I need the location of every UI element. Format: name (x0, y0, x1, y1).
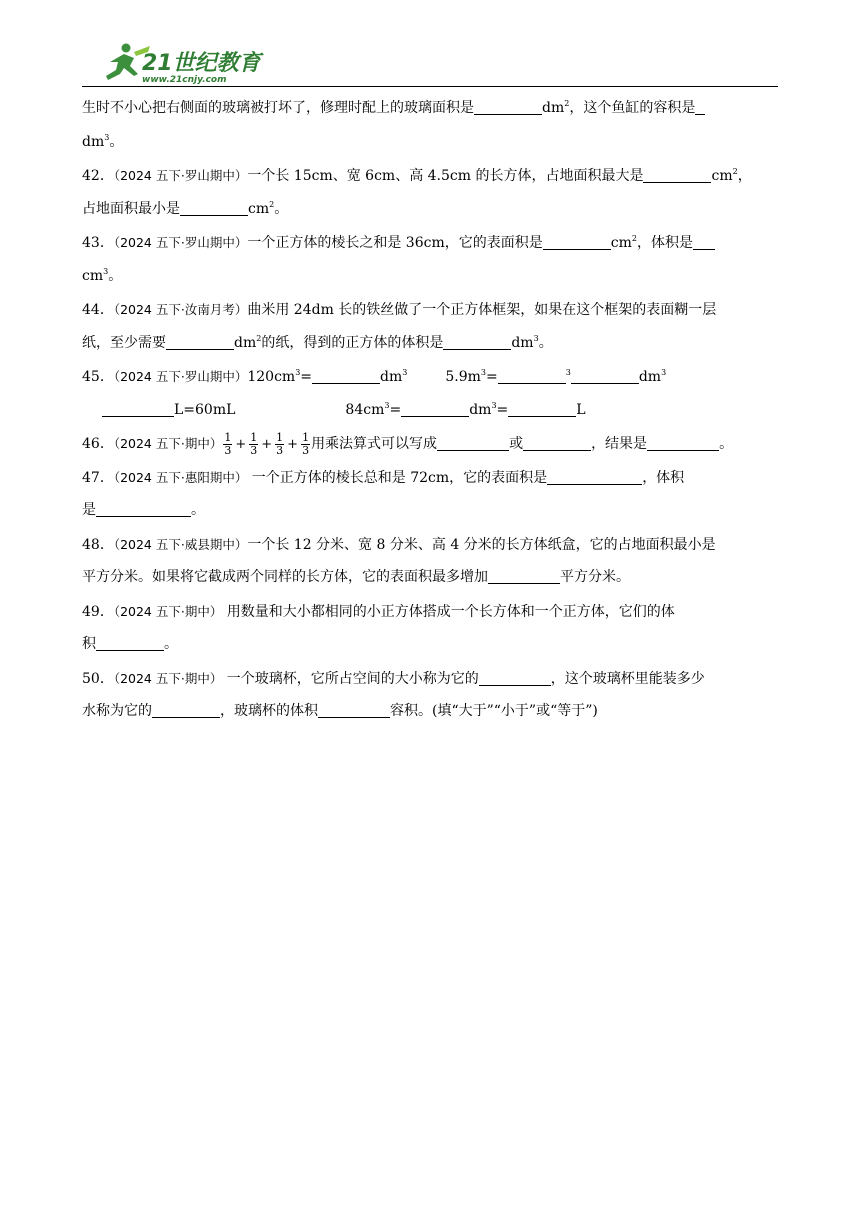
answer-blank[interactable] (523, 434, 591, 451)
text: 。 (164, 636, 178, 652)
question-text: 水称为它的 (82, 703, 152, 719)
question-source: （2024 五下·惠阳期中） (113, 469, 248, 485)
question-number: 42． (82, 168, 114, 184)
answer-blank[interactable] (312, 367, 380, 384)
unit: cm (711, 168, 733, 184)
text: = (389, 401, 402, 418)
unit: dm (82, 133, 105, 150)
q43-line-1 (82, 226, 782, 260)
superscript: 3 (533, 333, 539, 343)
fraction: $\frac{1}{3}$ (302, 430, 310, 457)
superscript: 3 (402, 368, 408, 377)
text: 84cm (345, 401, 385, 418)
text: = (486, 369, 498, 385)
answer-blank[interactable] (180, 199, 248, 216)
q41-line-2 (82, 126, 782, 160)
answer-blank[interactable] (443, 333, 511, 350)
q48-line-2 (82, 561, 782, 595)
superscript: 2 (256, 333, 262, 343)
answer-blank[interactable] (508, 400, 576, 417)
answer-blank[interactable] (474, 98, 542, 115)
q42-line-1 (82, 159, 782, 193)
question-text: 曲米用 24dm 长的铁丝做了一个正方体框架，如果在这个框架的表面糊一层 (247, 302, 717, 318)
superscript: 3 (661, 368, 667, 377)
unit: dm (469, 401, 492, 418)
question-text: 占地面积最小是 (82, 200, 180, 217)
superscript: 3 (103, 266, 109, 276)
question-text: 容积。(填“大于”“小于”或“等于”) (390, 703, 598, 719)
question-source: （2024 五下·汝南月考） (113, 302, 248, 317)
question-source: （2024 五下·期中） (113, 670, 223, 686)
answer-blank[interactable] (488, 567, 560, 584)
question-text: 一个长 12 分米、宽 8 分米、高 4 分米的长方体纸盒，它的占地面积最小是 (247, 536, 716, 553)
unit: L (576, 401, 586, 418)
question-text: 用数量和大小都相同的小正方体搭成一个长方体和一个正方体，它们的体 (222, 603, 675, 620)
unit: dm (638, 369, 662, 385)
text: 积 (82, 636, 96, 652)
question-list (82, 92, 782, 729)
answer-blank[interactable] (547, 468, 642, 485)
answer-blank[interactable] (647, 434, 719, 451)
q47-line-1 (82, 461, 782, 495)
q42-line-2 (82, 193, 782, 227)
question-text: 一个玻璃杯，它所占空间的大小称为它的 (222, 670, 479, 687)
text: 。 (191, 502, 205, 518)
text: = (496, 401, 509, 418)
question-number: 49． (82, 603, 114, 620)
question-text: 一个正方体的棱长之和是 36cm，它的表面积是 (247, 235, 543, 251)
q49-line-2 (82, 628, 782, 662)
fraction: $\frac{1}{3}$ (224, 430, 232, 457)
q41-line-1 (82, 92, 782, 126)
question-number: 48． (82, 536, 114, 553)
text: 是 (82, 502, 96, 518)
question-text: 平方分米。如果将它截成两个同样的长方体，它的表面积最多增加 (82, 569, 488, 585)
answer-blank[interactable] (643, 166, 711, 183)
text: = (300, 369, 313, 385)
q47-line-2 (82, 494, 782, 528)
q44-line-2 (82, 327, 782, 361)
superscript: 2 (631, 234, 637, 243)
unit: cm (82, 267, 104, 284)
answer-blank[interactable] (166, 333, 234, 350)
text: 。 (538, 334, 553, 351)
question-text: 纸，至少需要 (82, 334, 166, 351)
text: 。 (108, 267, 123, 284)
unit: cm (610, 235, 632, 251)
answer-blank[interactable] (479, 669, 551, 686)
fraction: $\frac{1}{3}$ (276, 430, 284, 457)
question-text: ，玻璃杯的体积 (220, 703, 318, 719)
superscript: 3 (104, 132, 110, 142)
question-text: 用乘法算式可以写成 (311, 436, 438, 452)
text: L=60mL (174, 401, 236, 418)
question-text: 一个正方体的棱长总和是 72cm，它的表面积是 (247, 469, 548, 486)
superscript: 2 (732, 167, 738, 176)
superscript: 2 (564, 99, 570, 108)
question-source: （2024 五下·罗山期中） (113, 168, 248, 183)
text: ， (737, 168, 752, 184)
plus-sign: + (287, 437, 299, 452)
q48-line-1 (82, 528, 782, 562)
question-source: （2024 五下·罗山期中） (113, 369, 248, 384)
text: 生时不小心把右侧面的玻璃被打坏了，修理时配上的玻璃面积是 (82, 100, 474, 116)
unit: cm (248, 200, 270, 217)
superscript: 3 (565, 368, 571, 377)
svg-text:www.21cnjy.com: www.21cnjy.com (142, 75, 227, 84)
question-number: 50． (82, 670, 114, 687)
question-text: 的纸，得到的正方体的体积是 (261, 334, 444, 351)
superscript: 2 (269, 199, 275, 209)
plus-sign: + (235, 437, 247, 452)
21cnjy-logo (90, 40, 270, 84)
question-source: （2024 五下·期中） (113, 436, 223, 451)
q45-line-2 (82, 394, 782, 428)
question-number: 45． (82, 369, 114, 385)
text: 5.9m (445, 369, 481, 385)
unit: dm (234, 334, 257, 351)
text: ，体积 (642, 469, 685, 486)
answer-blank[interactable] (693, 233, 715, 250)
text: 。 (274, 200, 289, 217)
text: ，体积是 (636, 235, 693, 251)
text: 或 (509, 436, 524, 452)
svg-text:21世纪教育: 21世纪教育 (142, 51, 261, 76)
answer-blank[interactable] (96, 500, 191, 517)
q43-line-2 (82, 260, 782, 294)
q49-line-1 (82, 595, 782, 629)
text: 。 (719, 436, 734, 452)
unit: dm (542, 100, 565, 116)
q44-line-1 (82, 293, 782, 327)
superscript: 3 (491, 400, 497, 410)
answer-blank[interactable] (152, 701, 220, 718)
fraction: $\frac{1}{3}$ (250, 430, 258, 457)
text: 平方分米。 (560, 569, 630, 585)
question-source: （2024 五下·罗山期中） (113, 235, 248, 250)
q46-line-1 (82, 427, 782, 461)
text: 120cm (247, 369, 296, 385)
superscript: 3 (295, 368, 301, 377)
question-source: （2024 五下·威县期中） (113, 536, 248, 552)
question-number: 44． (82, 302, 114, 318)
answer-blank[interactable] (571, 367, 639, 384)
superscript: 3 (480, 368, 486, 377)
q45-line-1 (82, 360, 782, 394)
unit: dm (511, 334, 534, 351)
answer-blank[interactable] (96, 634, 164, 651)
question-text: 一个长 15cm、宽 6cm、高 4.5cm 的长方体，占地面积最大是 (247, 168, 644, 184)
q50-line-1 (82, 662, 782, 696)
answer-blank[interactable] (318, 701, 390, 718)
page-header (82, 38, 778, 87)
answer-blank[interactable] (401, 400, 469, 417)
question-text: ，这个玻璃杯里能装多少 (550, 670, 705, 687)
question-number: 47． (82, 469, 114, 486)
answer-blank[interactable] (695, 98, 705, 115)
text: ，结果是 (591, 436, 648, 452)
answer-blank[interactable] (543, 233, 611, 250)
question-number: 46． (82, 436, 114, 452)
superscript: 3 (384, 400, 390, 410)
text: ，这个鱼缸的容积是 (569, 100, 696, 116)
answer-blank[interactable] (437, 434, 509, 451)
question-source: （2024 五下·期中） (113, 603, 223, 619)
unit: dm (380, 369, 403, 385)
text: 。 (109, 133, 124, 150)
plus-sign: + (261, 437, 273, 452)
question-number: 43． (82, 235, 114, 251)
answer-blank[interactable] (498, 367, 566, 384)
answer-blank[interactable] (102, 400, 174, 417)
q50-line-2 (82, 695, 782, 729)
